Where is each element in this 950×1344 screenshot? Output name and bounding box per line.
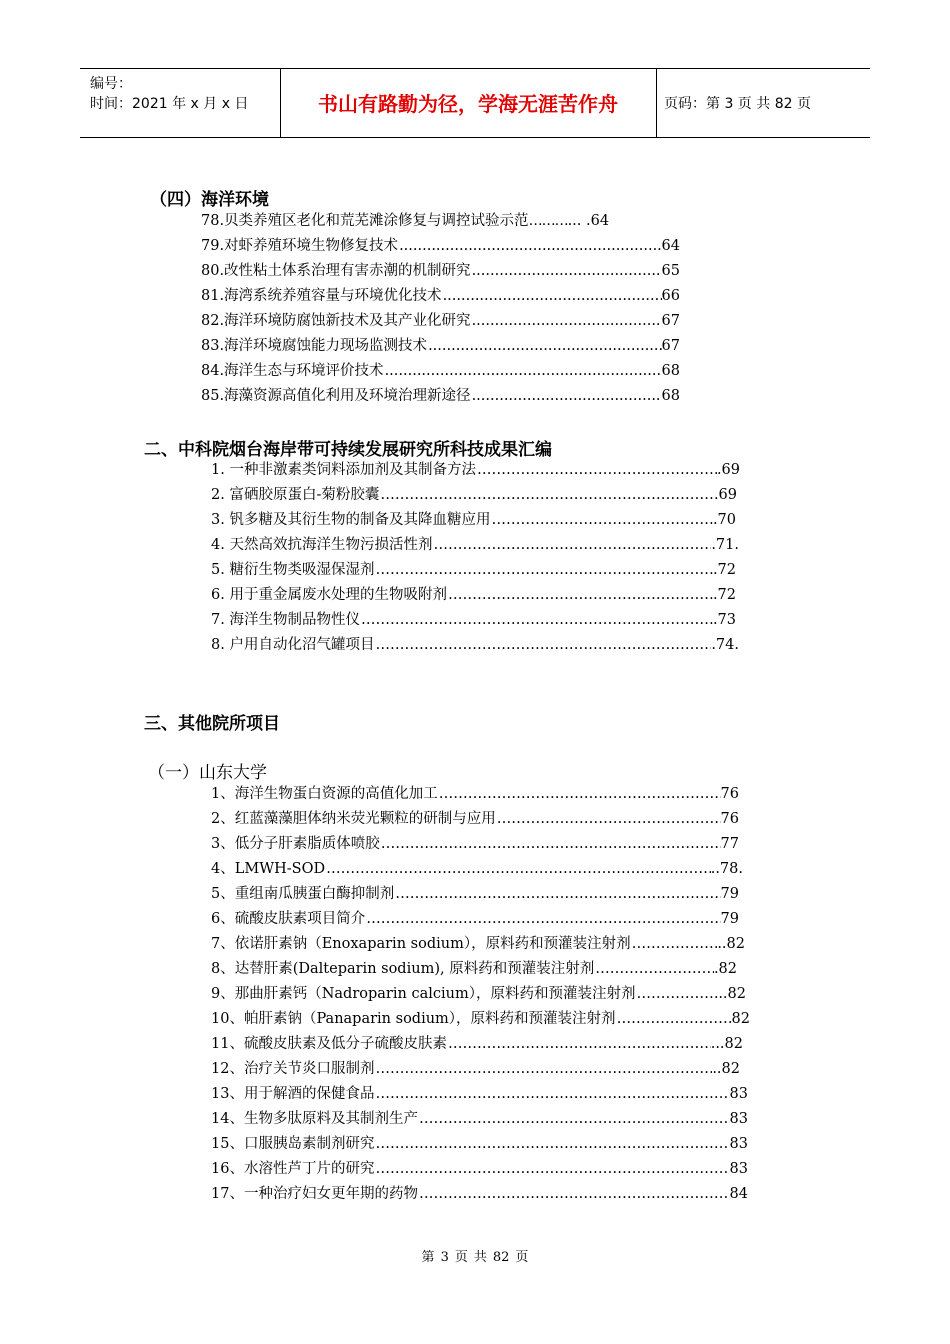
toc-leader — [375, 1159, 729, 1179]
toc-page: 68 — [661, 388, 680, 404]
toc-title: 82.海洋环境防腐蚀新技术及其产业化研究 — [201, 313, 471, 329]
toc-item[interactable] — [211, 610, 736, 630]
toc-page: ..82 — [717, 936, 745, 952]
toc-page: ..78. — [710, 861, 743, 877]
toc-item[interactable] — [211, 934, 745, 954]
toc-leader — [375, 635, 711, 655]
toc-page: 67 — [661, 338, 680, 354]
toc-title: 4、LMWH-SOD — [211, 861, 326, 877]
toc-item[interactable] — [211, 1034, 743, 1054]
toc-title: 7、依诺肝素钠（Enoxaparin sodium），原料药和预灌装注射剂 — [211, 936, 631, 952]
toc-leader — [375, 1059, 712, 1079]
toc-leader — [448, 1034, 711, 1054]
toc-leader — [419, 1109, 730, 1129]
toc-item[interactable] — [211, 1184, 748, 1204]
toc-page: .73 — [712, 612, 736, 628]
toc-page: 76 — [720, 786, 739, 802]
toc-leader — [433, 535, 711, 555]
toc-item[interactable] — [201, 336, 680, 356]
toc-page: 65 — [661, 263, 680, 279]
header-divider — [656, 69, 657, 137]
toc-leader — [497, 809, 721, 829]
section-heading-ocean-env: （四）海洋环境 — [150, 190, 269, 210]
toc-title: 6. 用于重金属废水处理的生物吸附剂 — [211, 587, 447, 603]
footer-di: 第 — [421, 1250, 435, 1265]
section-heading-others: 三、其他院所项目 — [144, 714, 280, 734]
toc-page: .72 — [712, 587, 736, 603]
toc-page: 79 — [720, 886, 739, 902]
toc-page: 69 — [718, 487, 737, 503]
toc-page: 84 — [729, 1186, 748, 1202]
toc-title: 78.贝类养殖区老化和荒芜滩涂修复与调控试验示范 — [201, 213, 529, 229]
toc-leader — [472, 386, 662, 406]
toc-leader — [375, 1084, 729, 1104]
toc-leader — [375, 560, 712, 580]
toc-item[interactable] — [211, 1109, 748, 1129]
toc-item[interactable] — [201, 361, 680, 381]
toc-leader — [366, 909, 720, 929]
toc-leader — [491, 510, 712, 530]
toc-item[interactable] — [211, 1009, 750, 1029]
toc-item[interactable] — [211, 984, 746, 1004]
footer-current-page: 3 — [440, 1250, 449, 1265]
toc-title: 17、一种治疗妇女更年期的药物 — [211, 1186, 418, 1202]
toc-leader: ……… — [528, 213, 568, 229]
toc-title: 8. 户用自动化沼气罐项目 — [211, 637, 375, 653]
toc-title: 2. 富硒胶原蛋白-菊粉胶囊 — [211, 487, 380, 503]
toc-title: 2、红蓝藻藻胆体纳米荧光颗粒的研制与应用 — [211, 811, 496, 827]
toc-item[interactable] — [211, 884, 739, 904]
toc-leader — [375, 1134, 729, 1154]
toc-page: 66 — [661, 288, 680, 304]
toc-leader — [326, 859, 711, 879]
toc-item[interactable] — [211, 809, 739, 829]
toc-title: 83.海洋环境腐蚀能力现场监测技术 — [201, 338, 428, 354]
toc-title: 8、达替肝素(Dalteparin sodium), 原料药和预灌装注射剂 — [211, 961, 595, 977]
toc-item[interactable] — [211, 585, 736, 605]
toc-item[interactable] — [211, 1084, 748, 1104]
toc-item[interactable] — [211, 784, 739, 804]
toc-page: ...82 — [710, 1036, 743, 1052]
toc-item[interactable] — [211, 909, 739, 929]
toc-page: 83 — [729, 1111, 748, 1127]
toc-page: .69 — [716, 462, 740, 478]
header-divider — [280, 69, 281, 137]
page-footer — [0, 1246, 950, 1265]
toc-item[interactable] — [211, 859, 743, 879]
toc-page: 79 — [720, 911, 739, 927]
toc-leader — [399, 236, 661, 256]
toc-page: 76 — [720, 811, 739, 827]
header-meta — [80, 69, 280, 137]
toc-item[interactable] — [211, 510, 736, 530]
toc-page: ..82 — [718, 986, 746, 1002]
toc-title: 15、口服胰岛素制剂研究 — [211, 1136, 375, 1152]
footer-ye: 页 — [454, 1250, 468, 1265]
toc-item[interactable] — [211, 535, 739, 555]
toc-title: 3、低分子肝素脂质体喷胶 — [211, 836, 380, 852]
toc-item[interactable] — [201, 286, 680, 306]
toc-leader — [472, 261, 662, 281]
serial-label: 编号： — [90, 76, 132, 92]
toc-title: 7. 海洋生物制品物性仪 — [211, 612, 360, 628]
toc-item[interactable] — [211, 1134, 748, 1154]
toc-leader — [380, 485, 718, 505]
toc-item[interactable] — [211, 834, 739, 854]
toc-leader — [472, 311, 662, 331]
toc-title: 84.海洋生态与环境评价技术 — [201, 363, 384, 379]
toc-title: 11、硫酸皮肤素及低分子硫酸皮肤素 — [211, 1036, 447, 1052]
toc-title: 81.海湾系统养殖容量与环境优化技术 — [201, 288, 442, 304]
toc-title: 85.海藻资源高值化利用及环境治理新途径 — [201, 388, 471, 404]
toc-page: 68 — [661, 363, 680, 379]
toc-title: 12、治疗关节炎口服制剂 — [211, 1061, 375, 1077]
footer-gong: 共 — [473, 1250, 487, 1265]
toc-item[interactable] — [211, 460, 740, 480]
toc-title: 79.对虾养殖环境生物修复技术 — [201, 238, 399, 254]
toc-title: 80.改性粘土体系治理有害赤潮的机制研究 — [201, 263, 471, 279]
toc-leader — [477, 460, 717, 480]
toc-title: 4. 天然高效抗海洋生物污损活性剂 — [211, 537, 433, 553]
toc-page: 83 — [729, 1086, 748, 1102]
toc-item[interactable] — [211, 485, 737, 505]
toc-title: 16、水溶性芦丁片的研究 — [211, 1161, 375, 1177]
toc-page: ... .64 — [567, 213, 610, 229]
toc-leader — [395, 884, 720, 904]
toc-item[interactable] — [211, 635, 739, 655]
toc-page: 77 — [720, 836, 739, 852]
toc-leader — [632, 934, 718, 954]
toc-page: .71. — [711, 537, 739, 553]
toc-item[interactable] — [211, 959, 737, 979]
toc-title: 5. 糖衍生物类吸湿保湿剂 — [211, 562, 375, 578]
toc-item[interactable] — [211, 1159, 748, 1179]
toc-item[interactable] — [201, 211, 680, 231]
toc-leader — [428, 336, 661, 356]
footer-ye: 页 — [515, 1250, 529, 1265]
toc-leader — [595, 959, 714, 979]
toc-leader — [385, 361, 662, 381]
toc-page: 64 — [661, 238, 680, 254]
toc-leader — [361, 610, 713, 630]
toc-page: 67 — [661, 313, 680, 329]
toc-leader — [443, 286, 662, 306]
toc-page: .72 — [712, 562, 736, 578]
toc-item[interactable] — [201, 261, 680, 281]
footer-total-pages: 82 — [492, 1250, 510, 1265]
toc-title: 6、硫酸皮肤素项目简介 — [211, 911, 366, 927]
toc-title: 1、海洋生物蛋白资源的高值化加工 — [211, 786, 438, 802]
toc-leader — [381, 834, 721, 854]
toc-title: 9、那曲肝素钙（Nadroparin calcium），原料药和预灌装注射剂 — [211, 986, 636, 1002]
toc-leader — [448, 585, 713, 605]
toc-page: .74. — [711, 637, 739, 653]
toc-item[interactable] — [201, 236, 680, 256]
section-heading-yantai: 二、中科院烟台海岸带可持续发展研究所科技成果汇编 — [144, 440, 552, 460]
toc-leader — [419, 1184, 730, 1204]
toc-title: 14、生物多肽原料及其制剂生产 — [211, 1111, 418, 1127]
toc-item[interactable] — [201, 386, 680, 406]
toc-page: 82 — [731, 1011, 750, 1027]
toc-page: .70 — [712, 512, 736, 528]
toc-title: 1. 一种非激素类饲料添加剂及其制备方法 — [211, 462, 476, 478]
toc-item[interactable] — [201, 311, 680, 331]
toc-title: 10、帕肝素钠（Panaparin sodium），原料药和预灌装注射剂 — [211, 1011, 616, 1027]
toc-page: .82 — [713, 961, 737, 977]
toc-leader — [636, 984, 718, 1004]
toc-page: 83 — [729, 1161, 748, 1177]
header-page-info: 页码：第 3 页 共 82 页 — [664, 96, 811, 112]
toc-page: 83 — [729, 1136, 748, 1152]
toc-item[interactable] — [211, 1059, 740, 1079]
subsection-heading-sdu: （一）山东大学 — [148, 763, 267, 783]
toc-title: 3. 钒多糖及其衍生物的制备及其降血糖应用 — [211, 512, 491, 528]
page-header — [80, 68, 870, 138]
toc-leader — [439, 784, 721, 804]
toc-leader — [617, 1009, 732, 1029]
toc-title: 13、用于解酒的保健食品 — [211, 1086, 375, 1102]
toc-title: 5、重组南瓜胰蛋白酶抑制剂 — [211, 886, 395, 902]
time-label: 时间：2021 年 x 月 x 日 — [90, 96, 249, 112]
toc-item[interactable] — [211, 560, 736, 580]
toc-page: ..82 — [712, 1061, 740, 1077]
header-motto: 书山有路勤为径，学海无涯苦作舟 — [318, 92, 618, 116]
